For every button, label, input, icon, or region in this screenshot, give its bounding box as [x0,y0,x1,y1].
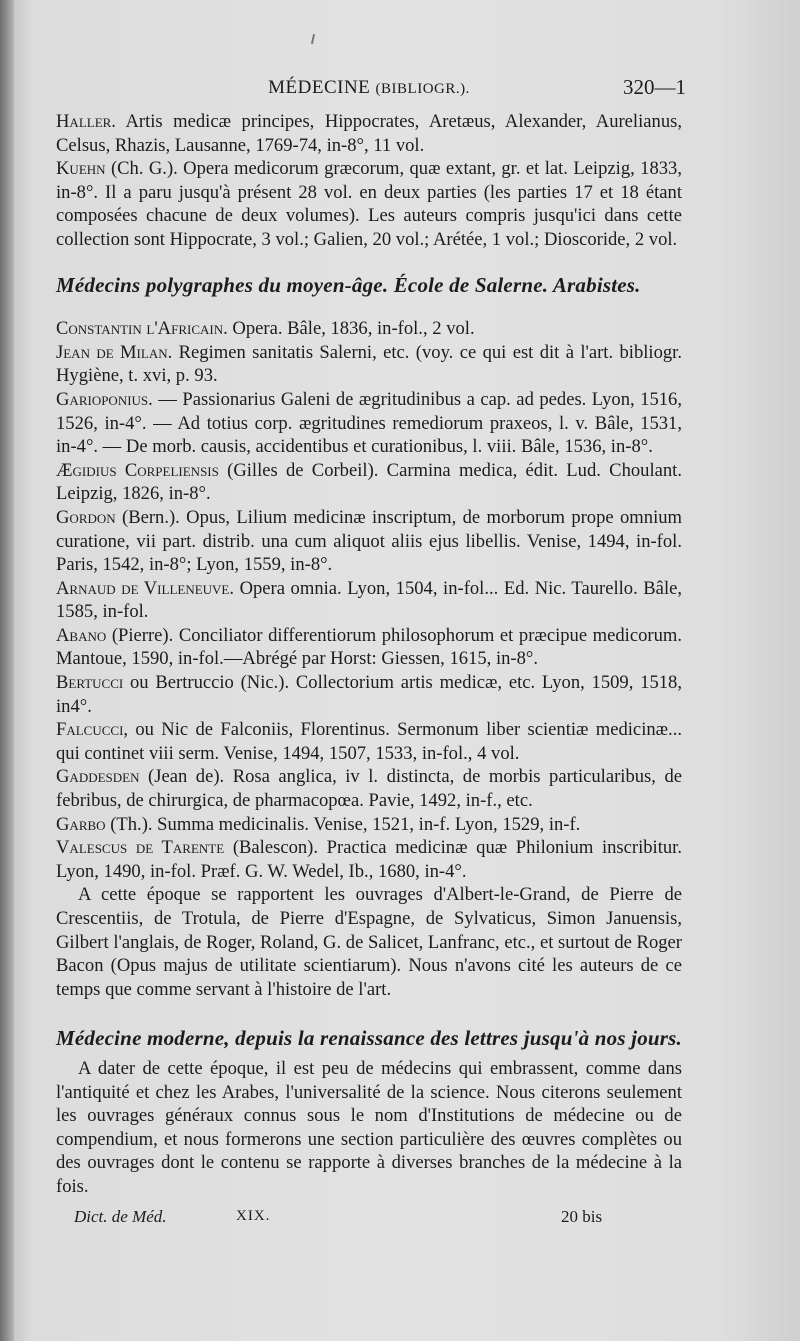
entry-text: Artis medicæ principes, Hippocrates, Aretæus, Alexander, Aurelianus, Celsus, Rhazis, Lausanne, 1769-74, in-8°, 11 vol. [56,111,682,156]
bib-entry-garioponius [56,388,682,459]
page-number: 320—1 [623,75,686,99]
bib-entry-haller [56,110,682,157]
entry-text: Opera. Bâle, 1836, in-fol., 2 vol. [227,318,475,340]
entry-author: Abano [56,624,107,646]
running-title-paren: (BIBLIOGR.). [375,81,470,97]
entry-author: Ægidius Corpeliensis [56,459,219,481]
bib-entry-valescus [56,836,682,883]
entry-text: (Ch. G.). Opera medicorum græcorum, quæ extant, gr. et lat. Leipzig, 1833, in-8°. Il a paru jusqu'à présent 28 vol. en deux parties (les parties 17 et 18 étant composées chacune de deux volumes). Les auteurs compris jusqu'ici dans cette collection sont Hippocrate, 3 vol.; Galien, 20 vol.; Arétée, 1 vol.; Dioscoride, 2 vol. [56,158,682,250]
entry-author: Gordon [56,506,116,528]
section-heading-medecine-moderne: Médecine moderne, depuis la renaissance des lettres jusqu'à nos jours. [56,1026,682,1051]
bib-entry-arnaud [56,577,682,624]
entry-text: — Passionarius Galeni de ægritudinibus a cap. ad pedes. Lyon, 1516, 1526, in-4°. — Ad totius corp. ægritudines remediorum praxeos, l. v. Bâle, 1531, in-4°. — De morb. causis, accidentibus et curationibus, l. viii. Bâle, 1536, in-8°. [56,388,682,458]
bib-entry-gordon [56,506,682,577]
entry-author: Jean de Milan. [56,341,173,363]
page-content [56,75,686,1231]
footer-signature: 20 bis [561,1206,603,1226]
entry-author: Garbo [56,813,106,835]
footer-dictionary-title: Dict. de Méd. [74,1206,167,1226]
entry-author: Falcucci, [56,719,129,741]
bib-entry-abano [56,624,682,671]
entry-text: ou Bertruccio (Nic.). Collectorium artis medicæ, etc. Lyon, 1509, 1518, in4°. [56,672,682,717]
entry-author: Valescus de Tarente [56,837,225,859]
running-title [56,76,682,102]
entry-author: Arnaud de Villeneuve. [56,577,235,599]
bib-entry-bertucci [56,671,682,718]
entry-text: (Gilles de Corbeil). Carmina medica, édit. Lud. Choulant. Leipzig, 1826, in-8°. [56,459,682,505]
footer-volume: XIX. [236,1207,271,1224]
entry-text: (Pierre). Conciliator differentiorum philosophorum et præcipue medicorum. Mantoue, 1590, in-fol.—Abrégé par Horst: Giessen, 1615, in-8°. [56,624,682,670]
entry-author: Bertucci [56,672,124,694]
bib-entry-aegidius [56,459,682,506]
entry-text: ou Nic de Falconiis, Florentinus. Sermonum liber scientiæ medicinæ... qui continet viii serm. Venise, 1494, 1507, 1533, in-fol., 4 vol. [56,719,682,764]
bib-entry-kuehn [56,157,682,251]
bib-entry-garbo [56,813,682,837]
entry-text: (Jean de). Rosa anglica, iv l. distincta, de morbis particularibus, de febribus, de chirurgica, de pharmacopœa. Pavie, 1492, in-f., etc. [56,766,682,812]
entry-text: (Th.). Summa medicinalis. Venise, 1521, in-f. Lyon, 1529, in-f. [105,813,581,835]
entry-author: Garioponius. [56,388,153,410]
ink-mark [311,34,315,44]
entry-author: Haller. [56,111,116,132]
entry-author: Gaddesden [56,766,140,788]
entry-text: (Bern.). Opus, Lilium medicinæ inscriptum, de morborum prope omnium curatione, vii part. distrib. una cum aliquot aliis ejus libellis. Venise, 1494, in-fol. Paris, 1542, in-8°; Lyon, 1559, in-8°. [56,506,682,576]
entry-text: (Balescon). Practica medicinæ quæ Philonium inscribitur. Lyon, 1490, in-fol. Præf. G. W. Wedel, Ib., 1680, in-4°. [56,837,682,882]
bib-entry-constantin [56,317,682,341]
running-header [56,75,686,108]
bib-entry-jean-de-milan [56,341,682,388]
entry-text: Opera omnia. Lyon, 1504, in-fol... Ed. Nic. Taurello. Bâle, 1585, in-fol. [56,577,683,623]
entry-text: Regimen sanitatis Salerni, etc. (voy. ce qui est dit à l'art. bibliogr. Hygiène, t. xvi, p. 93. [56,341,682,387]
book-spine-shadow [0,0,14,1341]
paragraph-moderne: A dater de cette époque, il est peu de médecins qui embrassent, comme dans l'antiquité et chez les Arabes, l'universalité de la science. Nous citerons seulement les ouvrages généraux connus sous le nom d'Institutions de médecine ou de compendium, et nous formerons une section particulière des œuvres complètes ou des ouvrages dont le contenu se rapporte à diverses branches de la médecine à la fois. [56,1057,682,1197]
page-footer [56,1205,682,1231]
section-heading-moyen-age: Médecins polygraphes du moyen-âge. École de Salerne. Arabistes. [56,272,641,297]
paragraph-epoque: A cette époque se rapportent les ouvrages d'Albert-le-Grand, de Pierre de Crescentiis, de Trotula, de Pierre d'Espagne, de Sylvaticus, Simon Januensis, Gilbert l'anglais, de Roger, Roland, G. de Salicet, Lanfranc, etc., et surtout de Roger Bacon (Opus majus de utilitate scientiarum). Nous n'avons cité les auteurs de ce temps que comme servant à l'histoire de l'art. [56,884,682,1000]
entry-author: Constantin l'Africain. [56,318,228,340]
running-title-main: MÉDECINE [268,77,371,98]
entry-author: Kuehn [56,158,106,180]
bib-entry-gaddesden [56,765,682,812]
bib-entry-falcucci [56,718,682,765]
